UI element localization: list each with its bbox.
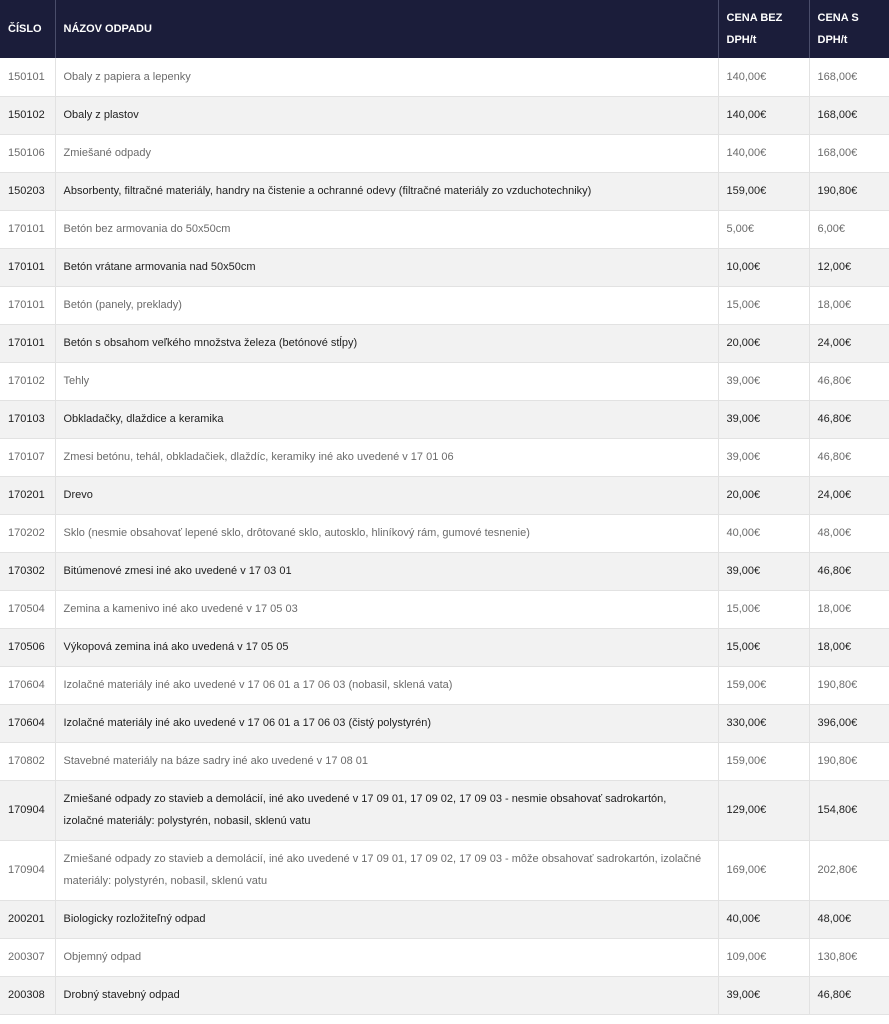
price-gross: 154,80€ <box>809 780 889 840</box>
table-body <box>0 58 889 1014</box>
waste-name: Betón vrátane armovania nad 50x50cm <box>55 248 718 286</box>
price-net: 159,00€ <box>718 666 809 704</box>
price-net: 40,00€ <box>718 900 809 938</box>
waste-code: 170604 <box>0 704 55 742</box>
price-gross: 46,80€ <box>809 976 889 1014</box>
price-net: 40,00€ <box>718 514 809 552</box>
price-gross: 46,80€ <box>809 400 889 438</box>
waste-name: Stavebné materiály na báze sadry iné ako uvedené v 17 08 01 <box>55 742 718 780</box>
price-net: 39,00€ <box>718 552 809 590</box>
price-gross: 12,00€ <box>809 248 889 286</box>
waste-name: Obkladačky, dlaždice a keramika <box>55 400 718 438</box>
waste-code: 170506 <box>0 628 55 666</box>
price-net: 15,00€ <box>718 628 809 666</box>
price-gross: 24,00€ <box>809 324 889 362</box>
price-gross: 130,80€ <box>809 938 889 976</box>
header-price-net-line1: CENA BEZ <box>726 12 783 24</box>
table-row <box>0 900 889 938</box>
price-net: 109,00€ <box>718 938 809 976</box>
price-net: 39,00€ <box>718 976 809 1014</box>
waste-code: 170904 <box>0 780 55 840</box>
price-net: 330,00€ <box>718 704 809 742</box>
waste-code: 200201 <box>0 900 55 938</box>
table-row <box>0 362 889 400</box>
waste-name: Zmesi betónu, tehál, obkladačiek, dlaždíc, keramiky iné ako uvedené v 17 01 06 <box>55 438 718 476</box>
price-net: 5,00€ <box>718 210 809 248</box>
waste-name: Betón s obsahom veľkého množstva železa (betónové stĺpy) <box>55 324 718 362</box>
price-gross: 168,00€ <box>809 134 889 172</box>
waste-name: Izolačné materiály iné ako uvedené v 17 06 01 a 17 06 03 (čistý polystyrén) <box>55 704 718 742</box>
price-net: 140,00€ <box>718 96 809 134</box>
waste-name: Tehly <box>55 362 718 400</box>
price-gross: 46,80€ <box>809 362 889 400</box>
table-row <box>0 58 889 96</box>
price-net: 159,00€ <box>718 172 809 210</box>
price-net: 39,00€ <box>718 438 809 476</box>
table-row <box>0 438 889 476</box>
table-row <box>0 134 889 172</box>
table-row <box>0 514 889 552</box>
waste-code: 170302 <box>0 552 55 590</box>
header-row <box>0 0 889 58</box>
price-net: 39,00€ <box>718 400 809 438</box>
waste-code: 170101 <box>0 210 55 248</box>
price-net: 129,00€ <box>718 780 809 840</box>
price-net: 15,00€ <box>718 590 809 628</box>
waste-code: 150101 <box>0 58 55 96</box>
waste-code: 200307 <box>0 938 55 976</box>
waste-name: Objemný odpad <box>55 938 718 976</box>
price-gross: 168,00€ <box>809 96 889 134</box>
table-row <box>0 704 889 742</box>
header-price-net <box>718 0 809 58</box>
waste-name: Zmiešané odpady zo stavieb a demolácií, iné ako uvedené v 17 09 01, 17 09 02, 17 09 03 - môže obsahovať sadrokartón, izolačné materiály: polystyrén, nobasil, sklenú vatu <box>55 840 718 900</box>
waste-name: Drobný stavebný odpad <box>55 976 718 1014</box>
waste-code: 170201 <box>0 476 55 514</box>
waste-code: 170904 <box>0 840 55 900</box>
waste-code: 150106 <box>0 134 55 172</box>
price-gross: 48,00€ <box>809 900 889 938</box>
price-gross: 18,00€ <box>809 628 889 666</box>
price-net: 169,00€ <box>718 840 809 900</box>
table-row <box>0 400 889 438</box>
waste-code: 170107 <box>0 438 55 476</box>
waste-name: Absorbenty, filtračné materiály, handry na čistenie a ochranné odevy (filtračné materiály zo vzduchotechniky) <box>55 172 718 210</box>
price-net: 140,00€ <box>718 58 809 96</box>
waste-code: 170202 <box>0 514 55 552</box>
price-gross: 46,80€ <box>809 552 889 590</box>
waste-code: 170101 <box>0 286 55 324</box>
waste-code: 150203 <box>0 172 55 210</box>
waste-code: 200308 <box>0 976 55 1014</box>
table-row <box>0 552 889 590</box>
price-gross: 48,00€ <box>809 514 889 552</box>
price-net: 10,00€ <box>718 248 809 286</box>
price-gross: 190,80€ <box>809 666 889 704</box>
waste-name: Obaly z plastov <box>55 96 718 134</box>
header-price-gross <box>809 0 889 58</box>
header-price-gross-line1: CENA S <box>817 12 859 24</box>
header-code: ČÍSLO <box>0 0 55 58</box>
table-row <box>0 172 889 210</box>
table-row <box>0 840 889 900</box>
waste-name: Sklo (nesmie obsahovať lepené sklo, drôtované sklo, autosklo, hliníkový rám, gumové tesnenie) <box>55 514 718 552</box>
waste-code: 150102 <box>0 96 55 134</box>
waste-name: Betón bez armovania do 50x50cm <box>55 210 718 248</box>
waste-code: 170101 <box>0 324 55 362</box>
waste-name: Zemina a kamenivo iné ako uvedené v 17 05 03 <box>55 590 718 628</box>
waste-name: Izolačné materiály iné ako uvedené v 17 06 01 a 17 06 03 (nobasil, sklená vata) <box>55 666 718 704</box>
table-row <box>0 324 889 362</box>
table-row <box>0 286 889 324</box>
waste-name: Biologicky rozložiteľný odpad <box>55 900 718 938</box>
price-net: 20,00€ <box>718 324 809 362</box>
table-row <box>0 96 889 134</box>
price-gross: 24,00€ <box>809 476 889 514</box>
waste-name: Betón (panely, preklady) <box>55 286 718 324</box>
price-gross: 6,00€ <box>809 210 889 248</box>
header-price-gross-line2: DPH/t <box>817 34 848 46</box>
price-gross: 168,00€ <box>809 58 889 96</box>
table-row <box>0 780 889 840</box>
price-net: 20,00€ <box>718 476 809 514</box>
price-gross: 190,80€ <box>809 172 889 210</box>
waste-code: 170102 <box>0 362 55 400</box>
waste-name: Obaly z papiera a lepenky <box>55 58 718 96</box>
waste-code: 170504 <box>0 590 55 628</box>
price-gross: 202,80€ <box>809 840 889 900</box>
price-net: 140,00€ <box>718 134 809 172</box>
waste-name: Zmiešané odpady <box>55 134 718 172</box>
waste-name: Zmiešané odpady zo stavieb a demolácií, iné ako uvedené v 17 09 01, 17 09 02, 17 09 03 - nesmie obsahovať sadrokartón, izolačné materiály: polystyrén, nobasil, sklenú vatu <box>55 780 718 840</box>
waste-name: Výkopová zemina iná ako uvedená v 17 05 05 <box>55 628 718 666</box>
table-row <box>0 628 889 666</box>
table-row <box>0 476 889 514</box>
table-row <box>0 210 889 248</box>
table-row <box>0 666 889 704</box>
header-price-net-line2: DPH/t <box>726 34 757 46</box>
waste-code: 170604 <box>0 666 55 704</box>
header-name: NÁZOV ODPADU <box>55 0 718 58</box>
waste-code: 170103 <box>0 400 55 438</box>
price-gross: 396,00€ <box>809 704 889 742</box>
waste-code: 170802 <box>0 742 55 780</box>
table-row <box>0 590 889 628</box>
price-gross: 190,80€ <box>809 742 889 780</box>
waste-name: Bitúmenové zmesi iné ako uvedené v 17 03 01 <box>55 552 718 590</box>
price-gross: 18,00€ <box>809 286 889 324</box>
table-row <box>0 976 889 1014</box>
price-net: 15,00€ <box>718 286 809 324</box>
price-net: 159,00€ <box>718 742 809 780</box>
table-row <box>0 938 889 976</box>
table-row <box>0 248 889 286</box>
waste-name: Drevo <box>55 476 718 514</box>
price-gross: 18,00€ <box>809 590 889 628</box>
table-header <box>0 0 889 58</box>
price-gross: 46,80€ <box>809 438 889 476</box>
table-row <box>0 742 889 780</box>
waste-code: 170101 <box>0 248 55 286</box>
price-net: 39,00€ <box>718 362 809 400</box>
